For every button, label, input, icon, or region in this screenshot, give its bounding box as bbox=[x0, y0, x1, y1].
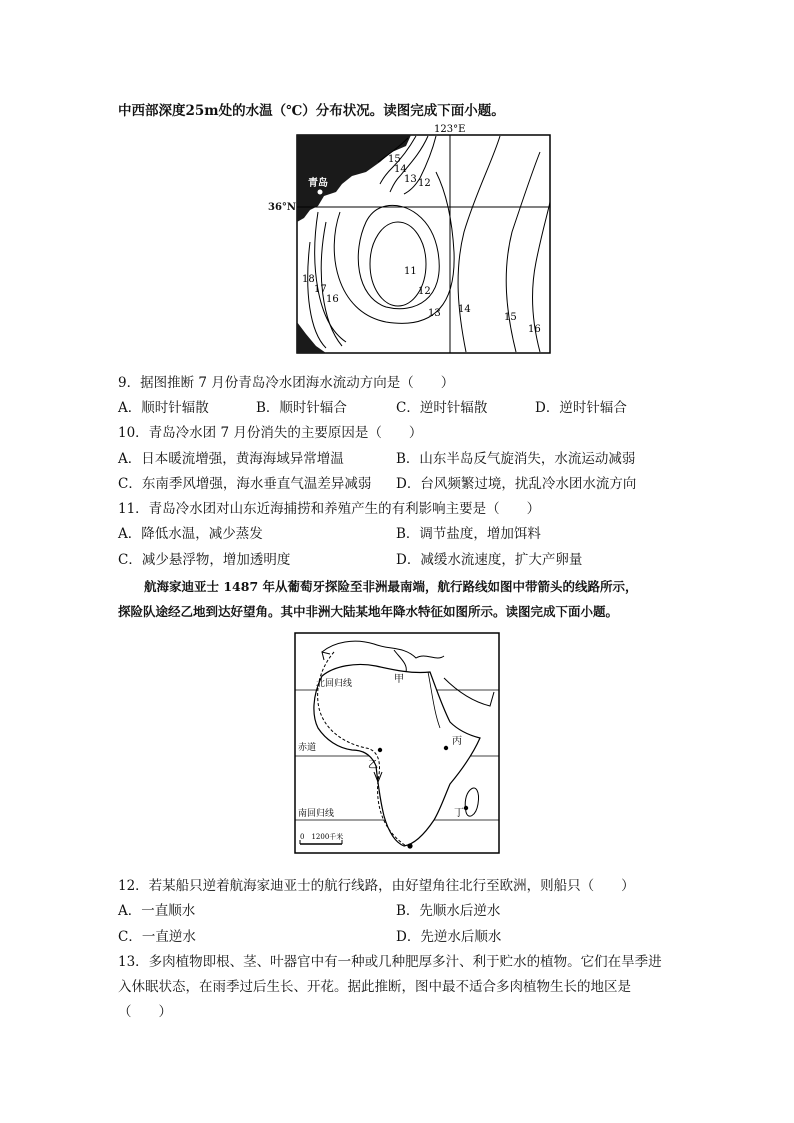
q10-option-c[interactable]: C．东南季风增强，海水垂直气温差异减弱 bbox=[118, 476, 372, 492]
isotherm-label: 14 bbox=[394, 164, 407, 175]
q10-option-d[interactable]: D．台风频繁过境，扰乱冷水团水流方向 bbox=[396, 476, 637, 492]
isotherm-label: 13 bbox=[404, 174, 417, 185]
q12-stem: 12．若某船只逆着航海家迪亚士的航行线路，由好望角往北行至欧洲，则船只（ ） bbox=[118, 878, 635, 894]
latitude-text: 36°N bbox=[268, 202, 297, 213]
q13-stem-1: 13．多肉植物即根、茎、叶器官中有一种或几种肥厚多汁、利于贮水的植物。它们在旱季进 bbox=[118, 954, 662, 970]
tropic-s-label: 南回归线 bbox=[298, 809, 335, 819]
place-ding: 丁 bbox=[454, 808, 464, 819]
africa-map bbox=[294, 632, 500, 854]
place-yi: 乙 bbox=[368, 760, 378, 771]
isotherm-label: 12 bbox=[418, 178, 431, 189]
q11-option-a[interactable]: A．降低水温，减少蒸发 bbox=[118, 526, 263, 542]
place-bing: 丙 bbox=[452, 736, 462, 747]
longitude-label: 123°E bbox=[434, 124, 466, 135]
q9-option-c[interactable]: C．逆时针辐散 bbox=[396, 400, 488, 416]
q12-option-c[interactable]: C．一直逆水 bbox=[118, 929, 196, 945]
isotherm-label: 11 bbox=[404, 266, 417, 277]
isotherm-label: 13 bbox=[428, 308, 441, 319]
q10-option-b[interactable]: B．山东半岛反气旋消失，水流运动减弱 bbox=[396, 451, 636, 467]
isotherm-label: 12 bbox=[418, 286, 431, 297]
equator-label: 赤道 bbox=[298, 743, 317, 753]
isotherm-label: 15 bbox=[388, 154, 401, 165]
q9-option-d[interactable]: D．逆时针辐合 bbox=[535, 400, 627, 416]
q11-option-d[interactable]: D．减缓水流速度，扩大产卵量 bbox=[396, 552, 583, 568]
q12-option-d[interactable]: D．先逆水后顺水 bbox=[396, 929, 502, 945]
q9-option-a[interactable]: A．顺时针辐散 bbox=[118, 400, 209, 416]
intro-text-1: 中西部深度25m处的水温（℃）分布状况。读图完成下面小题。 bbox=[118, 103, 505, 119]
isotherm-label: 17 bbox=[314, 284, 327, 295]
isotherm-label: 18 bbox=[302, 274, 315, 285]
q11-option-b[interactable]: B．调节盐度，增加饵料 bbox=[396, 526, 541, 542]
tropic-n-label: 北回归线 bbox=[316, 679, 353, 689]
q11-stem: 11．青岛冷水团对山东近海捕捞和养殖产生的有利影响主要是（ ） bbox=[118, 501, 541, 517]
q13-stem-3: （ ） bbox=[118, 1004, 172, 1020]
isotherm-label: 15 bbox=[504, 312, 517, 323]
scale-label: 0 1200千米 bbox=[300, 833, 344, 841]
intro-text-2a: 航海家迪亚士 1487 年从葡萄牙探险至非洲最南端，航行路线如图中带箭头的线路所示， bbox=[144, 579, 638, 594]
q9-option-b[interactable]: B．顺时针辐合 bbox=[256, 400, 347, 416]
isotherm-label: 14 bbox=[458, 304, 471, 315]
q13-stem-2: 入休眠状态，在雨季过后生长、开花。据此推断，图中最不适合多肉植物生长的地区是 bbox=[118, 979, 631, 995]
q11-option-c[interactable]: C．减少悬浮物，增加透明度 bbox=[118, 552, 291, 568]
q10-option-a[interactable]: A．日本暖流增强，黄海海域异常增温 bbox=[118, 451, 344, 467]
q9-stem: 9．据图推断 7 月份青岛冷水团海水流动方向是（ ） bbox=[118, 375, 455, 391]
isotherm-label: 16 bbox=[528, 324, 541, 335]
city-label: 青岛 bbox=[308, 178, 328, 189]
isotherm-map bbox=[296, 122, 556, 356]
q10-stem: 10．青岛冷水团 7 月份消失的主要原因是（ ） bbox=[118, 425, 423, 441]
q12-option-b[interactable]: B．先顺水后逆水 bbox=[396, 903, 501, 919]
intro-text-2b: 探险队途经乙地到达好望角。其中非洲大陆某地年降水特征如图所示。读图完成下面小题。 bbox=[118, 604, 619, 619]
q12-option-a[interactable]: A．一直顺水 bbox=[118, 903, 196, 919]
isotherm-label: 16 bbox=[326, 294, 339, 305]
place-jia: 甲 bbox=[394, 674, 404, 685]
